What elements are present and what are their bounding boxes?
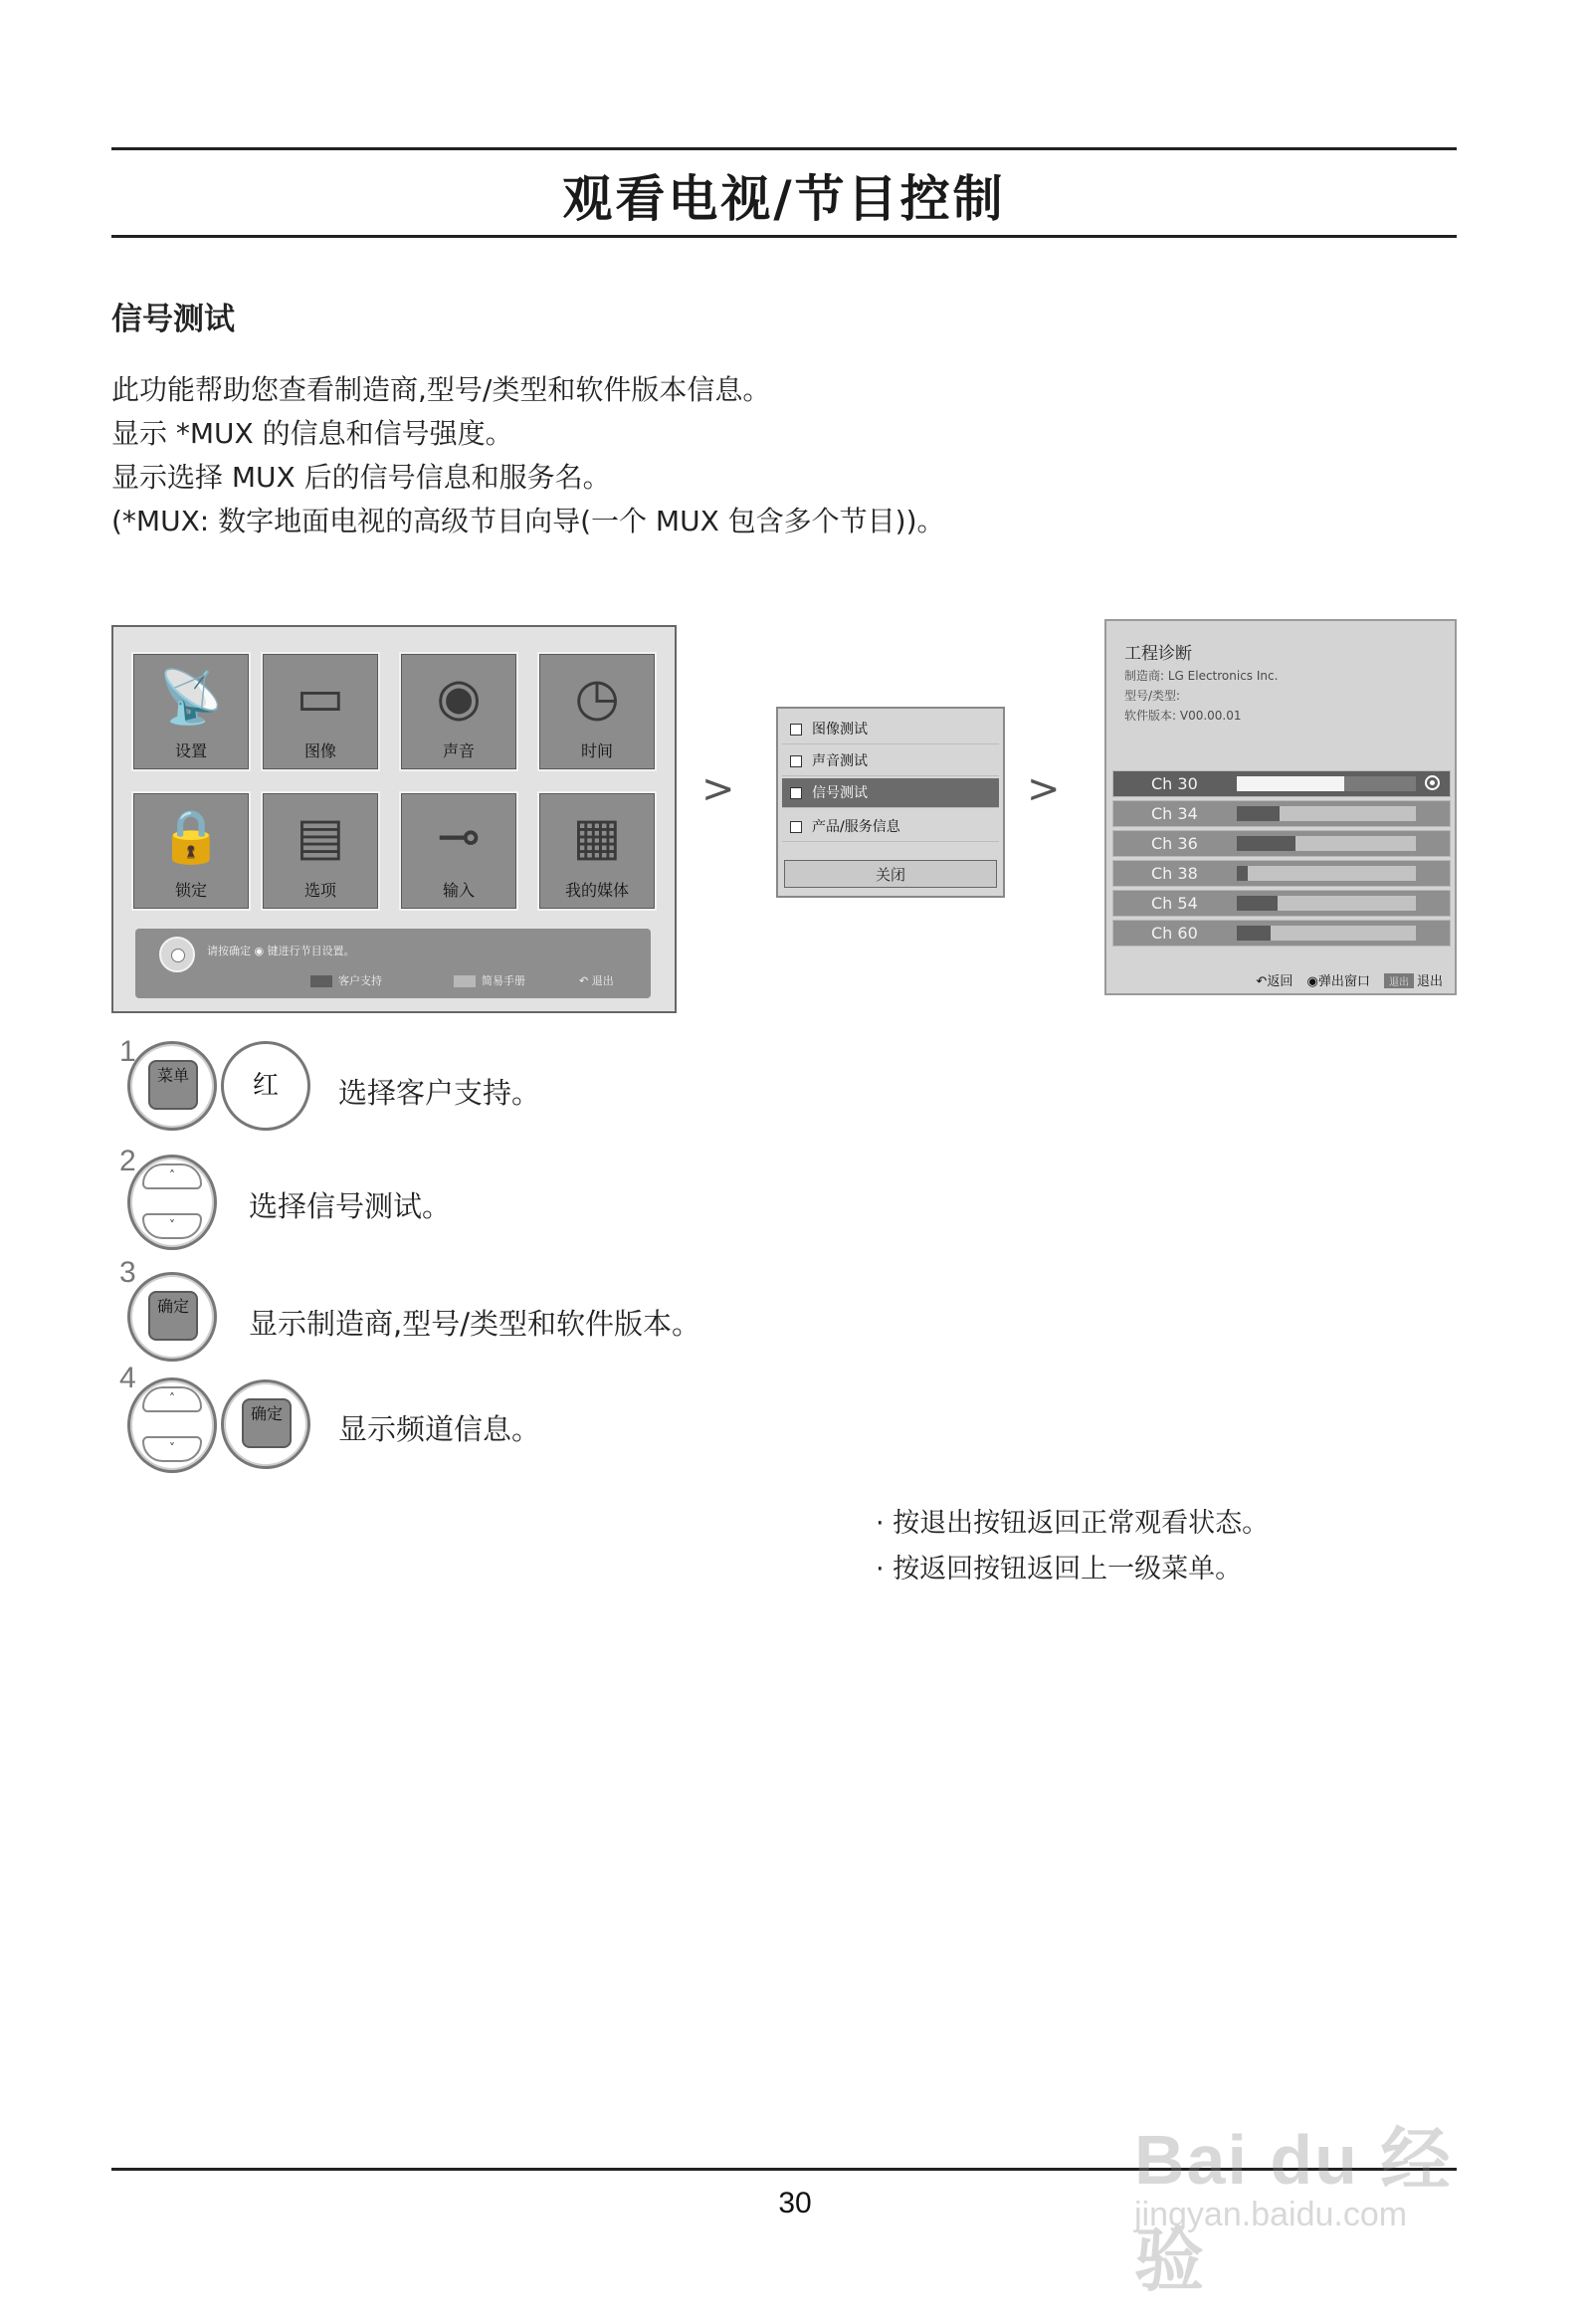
menu-hint-text: 请按确定 ◉ 键进行节目设置。 [207,945,355,957]
menu-tile-label: 设置 [174,741,207,760]
flow-arrow: > [701,766,735,812]
channel-name: Ch 30 [1151,774,1198,793]
top-rule [111,147,1457,150]
signal-strength-bar [1237,866,1416,881]
menu-tile-label: 图像 [303,741,336,760]
signal-strength-bar [1237,806,1416,821]
main-menu-screen [111,625,677,1013]
signal-strength-fill [1237,866,1248,881]
up-arrow-icon[interactable]: ˄ [142,1386,202,1412]
baidu-watermark [1114,2098,1512,2299]
menu-item-product-info[interactable]: 产品/服务信息 [782,812,999,842]
down-arrow-icon[interactable]: ˅ [142,1213,202,1239]
note-line: · 按返回按钮返回上一级菜单。 [876,1554,1243,1585]
speaker-icon: ◉ [436,668,482,728]
channel-row[interactable] [1112,830,1451,857]
step-number: 1 [119,1035,136,1068]
return-arrow-icon: ↶ [579,974,592,987]
menu-tile-audio[interactable] [399,652,518,771]
model-info: 型号/类型: [1124,689,1181,703]
page-number: 30 [778,2187,812,2219]
signal-strength-fill [1237,926,1271,941]
customer-support-hint[interactable]: 客户支持 [310,972,382,988]
menu-tile-input[interactable] [399,791,518,911]
ok-button[interactable] [221,1379,310,1469]
av-cable-icon: ⊸ [437,807,481,867]
step-text: 显示频道信息。 [338,1412,541,1446]
channel-row[interactable] [1112,860,1451,887]
channel-name: Ch 38 [1151,864,1198,883]
channel-name: Ch 54 [1151,894,1198,913]
signal-strength-bar [1237,836,1416,851]
satellite-dish-icon: 📡 [158,668,224,728]
step-number: 4 [119,1362,136,1394]
signal-strength-bar [1237,776,1416,791]
watermark-url: jingyan.baidu.com [1134,2196,1408,2233]
menu-tile-label: 时间 [580,741,613,760]
media-photos-icon: ▦ [572,807,622,867]
signal-strength-fill [1237,896,1278,911]
menu-hint-bar [135,929,651,998]
ok-circle-icon: ◉ [1306,974,1318,989]
menu-tile-time[interactable] [537,652,657,771]
maker-info: 制造商: LG Electronics Inc. [1124,669,1279,683]
toolbox-icon: ▤ [296,807,345,867]
step-text: 选择客户支持。 [338,1076,541,1110]
channel-row[interactable] [1112,770,1451,797]
popup-hint[interactable]: ◉弹出窗口 [1306,974,1370,989]
menu-tile-my-media[interactable] [537,791,657,911]
title-rule [111,235,1457,238]
checkbox-icon [790,755,802,767]
intro-line: 显示选择 MUX 后的信号信息和服务名。 [111,461,611,494]
menu-button[interactable] [127,1041,217,1131]
software-info: 软件版本: V00.00.01 [1124,709,1242,723]
tv-screen-icon: ▭ [296,668,345,728]
diagnostics-footer [1246,970,1443,989]
intro-line: 显示 *MUX 的信息和信号强度。 [111,417,513,450]
menu-tile-option[interactable] [261,791,380,911]
signal-strength-bar [1237,926,1416,941]
menu-tile-setup[interactable] [131,652,251,771]
red-key-icon [310,975,332,987]
notes [876,1501,1269,1592]
channel-name: Ch 34 [1151,804,1198,823]
red-button[interactable]: 红 [221,1041,310,1131]
section-title: 信号测试 [111,302,235,337]
note-line: · 按退出按钮返回正常观看状态。 [876,1508,1270,1539]
step-text: 选择信号测试。 [249,1189,452,1223]
checkbox-icon [790,724,802,736]
close-button[interactable]: 关闭 [784,860,997,888]
up-down-button[interactable] [127,1377,217,1473]
menu-tile-label: 我的媒体 [564,881,629,900]
ok-key-label: 确定 [148,1291,198,1341]
menu-item-sound-test[interactable]: 声音测试 [782,746,999,776]
back-hint[interactable]: ↶返回 [1256,974,1293,989]
page-title: 观看电视/节目控制 [562,170,1006,228]
menu-item-picture-test[interactable]: 图像测试 [782,715,999,744]
signal-strength-bar [1237,896,1416,911]
down-arrow-icon[interactable]: ˅ [142,1436,202,1462]
channel-name: Ch 60 [1151,924,1198,943]
flow-arrow: > [1027,766,1061,812]
ok-button[interactable] [127,1272,217,1362]
green-key-icon [454,975,476,987]
exit-key-icon: 退出 [1384,973,1414,988]
checkbox-icon [790,821,802,833]
watermark-logo-text: Bai du 经验 [1134,2121,1453,2299]
channel-row[interactable] [1112,890,1451,917]
diagnostics-title: 工程诊断 [1124,644,1192,664]
diagnostics-screen [1104,619,1457,995]
menu-tile-label: 锁定 [174,881,207,900]
clock-icon: ◷ [574,668,620,728]
return-arrow-icon: ↶ [1256,974,1268,989]
step-number: 2 [119,1145,136,1177]
menu-tile-label: 声音 [442,741,475,760]
ok-key-label: 确定 [242,1398,292,1448]
quick-guide-hint[interactable]: 简易手册 [454,972,525,988]
menu-tile-picture[interactable] [261,652,380,771]
intro-line: (*MUX: 数字地面电视的高级节目向导(一个 MUX 包含多个节目))。 [111,505,945,537]
exit-hint[interactable]: ↶ 退出 [579,974,614,987]
selected-radio-icon [1425,775,1440,790]
channel-name: Ch 36 [1151,834,1198,853]
ok-button-icon [159,937,195,972]
signal-strength-fill [1237,776,1344,791]
up-down-button[interactable] [127,1155,217,1250]
menu-tile-lock[interactable] [131,791,251,911]
step-text: 显示制造商,型号/类型和软件版本。 [249,1307,700,1341]
step-number: 3 [119,1256,136,1289]
menu-key-label: 菜单 [148,1060,198,1110]
channel-row[interactable] [1112,800,1451,827]
up-arrow-icon[interactable]: ˄ [142,1163,202,1189]
intro-line: 此功能帮助您查看制造商,型号/类型和软件版本信息。 [111,373,771,406]
menu-item-signal-test[interactable]: ✓ 信号测试 [782,778,999,808]
padlock-icon: 🔒 [158,807,224,867]
menu-tile-label: 输入 [442,881,475,900]
signal-strength-fill [1237,806,1280,821]
signal-strength-fill [1237,836,1295,851]
menu-tile-label: 选项 [303,881,336,900]
exit-hint[interactable]: 退出 [1416,974,1443,989]
intro-text [111,368,945,543]
support-menu-screen [776,707,1005,898]
checkbox-checked-icon: ✓ [791,786,802,800]
channel-row[interactable] [1112,920,1451,947]
